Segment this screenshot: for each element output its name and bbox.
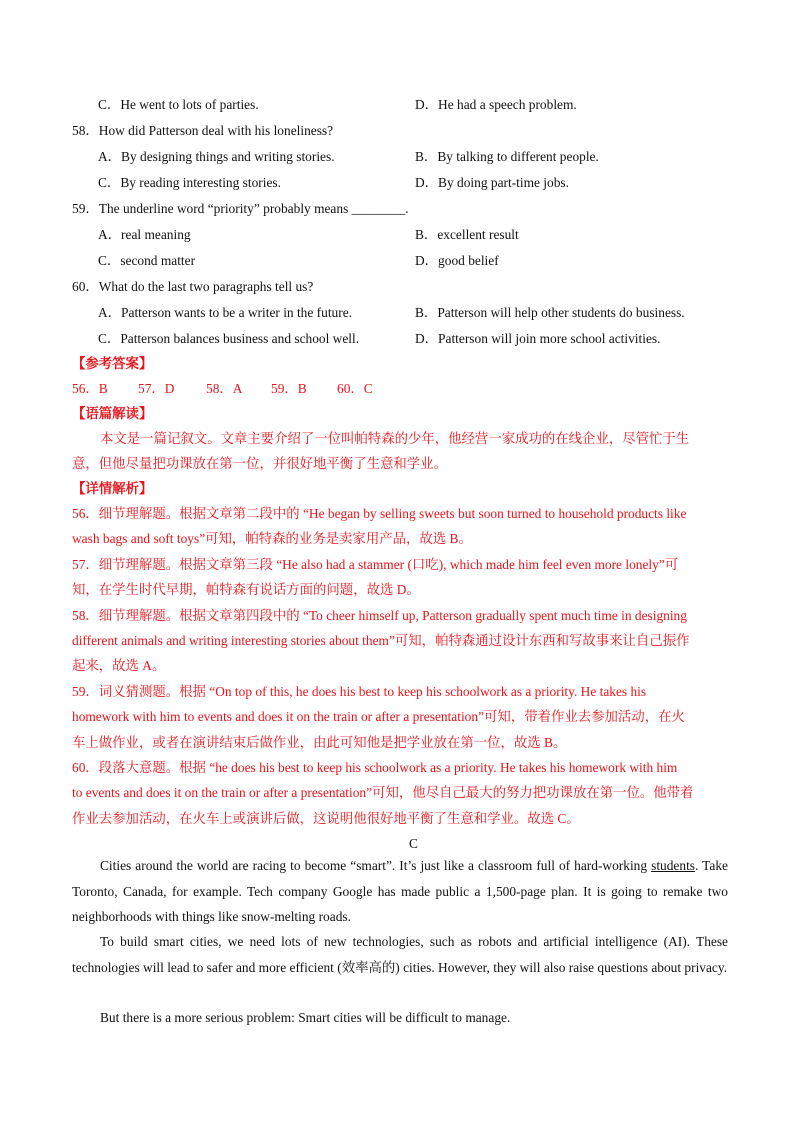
explanation-56-line-2: wash bags and soft toys”可知，帕特森的业务是卖家用产品，故选 B。: [72, 531, 472, 546]
explanation-58-line-3: 起来，故选 A。: [72, 658, 166, 673]
q58-option-d: D．By doing part-time jobs.: [415, 175, 569, 190]
q59-stem: 59．The underline word “priority” probably means ________.: [72, 201, 409, 216]
passage-paragraph-3: But there is a more serious problem: Smart cities will be difficult to manage.: [100, 1010, 511, 1025]
q58-option-c: C．By reading interesting stories.: [98, 175, 281, 190]
explanation-60-line-1: 60．段落大意题。根据 “he does his best to keep his schoolwork as a priority. He takes his homework with him: [72, 760, 678, 775]
explanation-59-line-3: 车上做作业，或者在演讲结束后做作业，由此可知他是把学业放在第一位，故选 B。: [72, 735, 567, 750]
answer-58: 58．A: [206, 381, 243, 396]
q59-option-d: D．good belief: [415, 253, 499, 268]
q58-option-b: B．By talking to different people.: [415, 149, 599, 164]
explanation-60-line-3: 作业去参加活动，在火车上或演讲后做，这说明他很好地平衡了生意和学业。故选 C。: [72, 811, 580, 826]
answers-heading: 【参考答案】: [72, 356, 153, 371]
section-letter: C: [409, 836, 418, 851]
q58-stem: 58．How did Patterson deal with his loneliness?: [72, 123, 334, 138]
q60-option-b: B．Patterson will help other students do business.: [415, 305, 685, 320]
answer-57: 57．D: [138, 381, 175, 396]
passage-paragraph-2: To build smart cities, we need lots of new technologies, such as robots and artificial intelligence (AI). These technologies will lead to safer and more efficient (效率高的) cities. However, they will also raise questions about privacy.: [72, 934, 728, 975]
explanation-57-line-2: 知，在学生时代早期，帕特森有说话方面的问题，故选 D。: [72, 582, 420, 597]
answer-60: 60．C: [337, 381, 373, 396]
passage-analysis-line-2: 意，但他尽量把功课放在第一位，并很好地平衡了生意和学业。: [72, 456, 447, 471]
underlined-word: students: [651, 858, 696, 873]
explanation-60-line-2: to events and does it on the train or after a presentation”可知，他尽自己最大的努力把功课放在第一位。他带着: [72, 785, 694, 800]
passage-analysis-line-1: 本文是一篇记叙文。文章主要介绍了一位叫帕特森的少年，他经营一家成功的在线企业，尽管忙于生: [100, 431, 690, 446]
passage-analysis-heading: 【语篇解读】: [72, 406, 153, 421]
q60-option-a: A．Patterson wants to be a writer in the future.: [98, 305, 352, 320]
answer-59: 59．B: [271, 381, 307, 396]
explanation-59-line-2: homework with him to events and does it on the train or after a presentation”可知，带着作业去参加活动，在火: [72, 709, 685, 724]
explanation-57-line-1: 57．细节理解题。根据文章第三段 “He also had a stammer (口吃), which made him feel even more lonely”可: [72, 557, 679, 572]
explanation-58-line-1: 58．细节理解题。根据文章第四段中的 “To cheer himself up, Patterson gradually spent much time in designing: [72, 608, 687, 623]
passage-paragraph-1: [72, 853, 728, 930]
q60-option-d: D．Patterson will join more school activities.: [415, 331, 661, 346]
q59-option-a: A．real meaning: [98, 227, 191, 242]
paragraph-1-start: Cities around the world are racing to become “smart”. It’s just like a classroom full of hard-working: [100, 858, 652, 873]
explanation-59-line-1: 59．词义猜测题。根据 “On top of this, he does his best to keep his schoolwork as a priority. He takes his: [72, 684, 647, 699]
explanation-58-line-2: different animals and writing interesting stories about them”可知，帕特森通过设计东西和写故事来让自己振作: [72, 633, 690, 648]
q57-option-c: C．He went to lots of parties.: [98, 97, 259, 112]
q60-option-c: C．Patterson balances business and school well.: [98, 331, 360, 346]
detail-analysis-heading: 【详情解析】: [72, 481, 153, 496]
q57-option-d: D．He had a speech problem.: [415, 97, 577, 112]
q59-option-c: C．second matter: [98, 253, 196, 268]
q58-option-a: A．By designing things and writing stories.: [98, 149, 335, 164]
answer-56: 56．B: [72, 381, 108, 396]
q60-stem: 60．What do the last two paragraphs tell us?: [72, 279, 314, 294]
explanation-56-line-1: 56．细节理解题。根据文章第二段中的 “He began by selling sweets but soon turned to household products like: [72, 506, 687, 521]
q59-option-b: B．excellent result: [415, 227, 519, 242]
paragraph-1-end: . Take Toronto, Canada, for example. Tech company Google has made public a 1,500-page plan. It is going to remake two neighborhoods with things like snow-melting roads.: [72, 858, 728, 924]
